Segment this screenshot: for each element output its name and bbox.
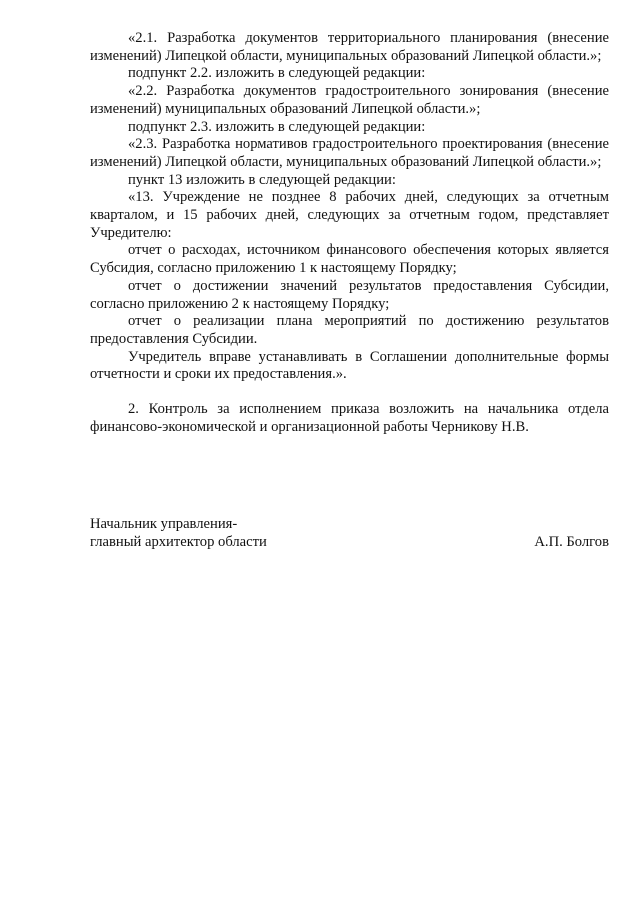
paragraph-report-results: отчет о достижении значений результатов предоставления Субсидии, согласно приложению 2 к настоящему Порядку; (90, 277, 609, 312)
paragraph-report-expenses: отчет о расходах, источником финансового обеспечения которых является Субсидия, согласно приложению 1 к настоящему Порядку; (90, 242, 609, 277)
paragraph-2-2: «2.2. Разработка документов градостроительного зонирования (внесение изменений) муниципальных образований Липецкой области.»; (90, 83, 609, 117)
paragraph-report-plan: отчет о реализации плана мероприятий по достижению результатов предоставления Субсидии. (90, 313, 609, 347)
signature-name: А.П. Болгов (534, 533, 609, 550)
paragraph-subpoint-2-2-intro: подпункт 2.2. изложить в следующей редакции: (128, 65, 426, 82)
signature-block (90, 516, 609, 551)
paragraph-2-3: «2.3. Разработка нормативов градостроительного проектирования (внесение изменений) Липецкой области, муниципальных образований Липецкой области.»; (90, 136, 609, 170)
paragraph-founder-rights: Учредитель вправе устанавливать в Соглашении дополнительные формы отчетности и сроки их предоставления.». (90, 348, 609, 383)
paragraph-subpoint-2-3-intro: подпункт 2.3. изложить в следующей редакции: (128, 118, 426, 135)
document-body (90, 30, 609, 436)
paragraph-control: 2. Контроль за исполнением приказа возложить на начальника отдела финансово-экономической и организационной работы Черникову Н.В. (90, 401, 609, 435)
signature-position-line-2 (90, 534, 609, 552)
signature-position-line-1 (90, 516, 609, 534)
signature-position-1: Начальник управления- (90, 516, 238, 532)
paragraph-13: «13. Учреждение не позднее 8 рабочих дней, следующих за отчетным кварталом, и 15 рабочих дней, следующих за отчетным годом, представляет Учредителю: (90, 189, 609, 241)
signature-position-2: главный архитектор области (90, 533, 267, 550)
paragraph-2-1: «2.1. Разработка документов территориального планирования (внесение изменений) Липецкой области, муниципальных образований Липецкой области.»; (90, 30, 609, 64)
paragraph-point-13-intro: пункт 13 изложить в следующей редакции: (128, 171, 396, 188)
paragraph-gap (90, 384, 609, 401)
